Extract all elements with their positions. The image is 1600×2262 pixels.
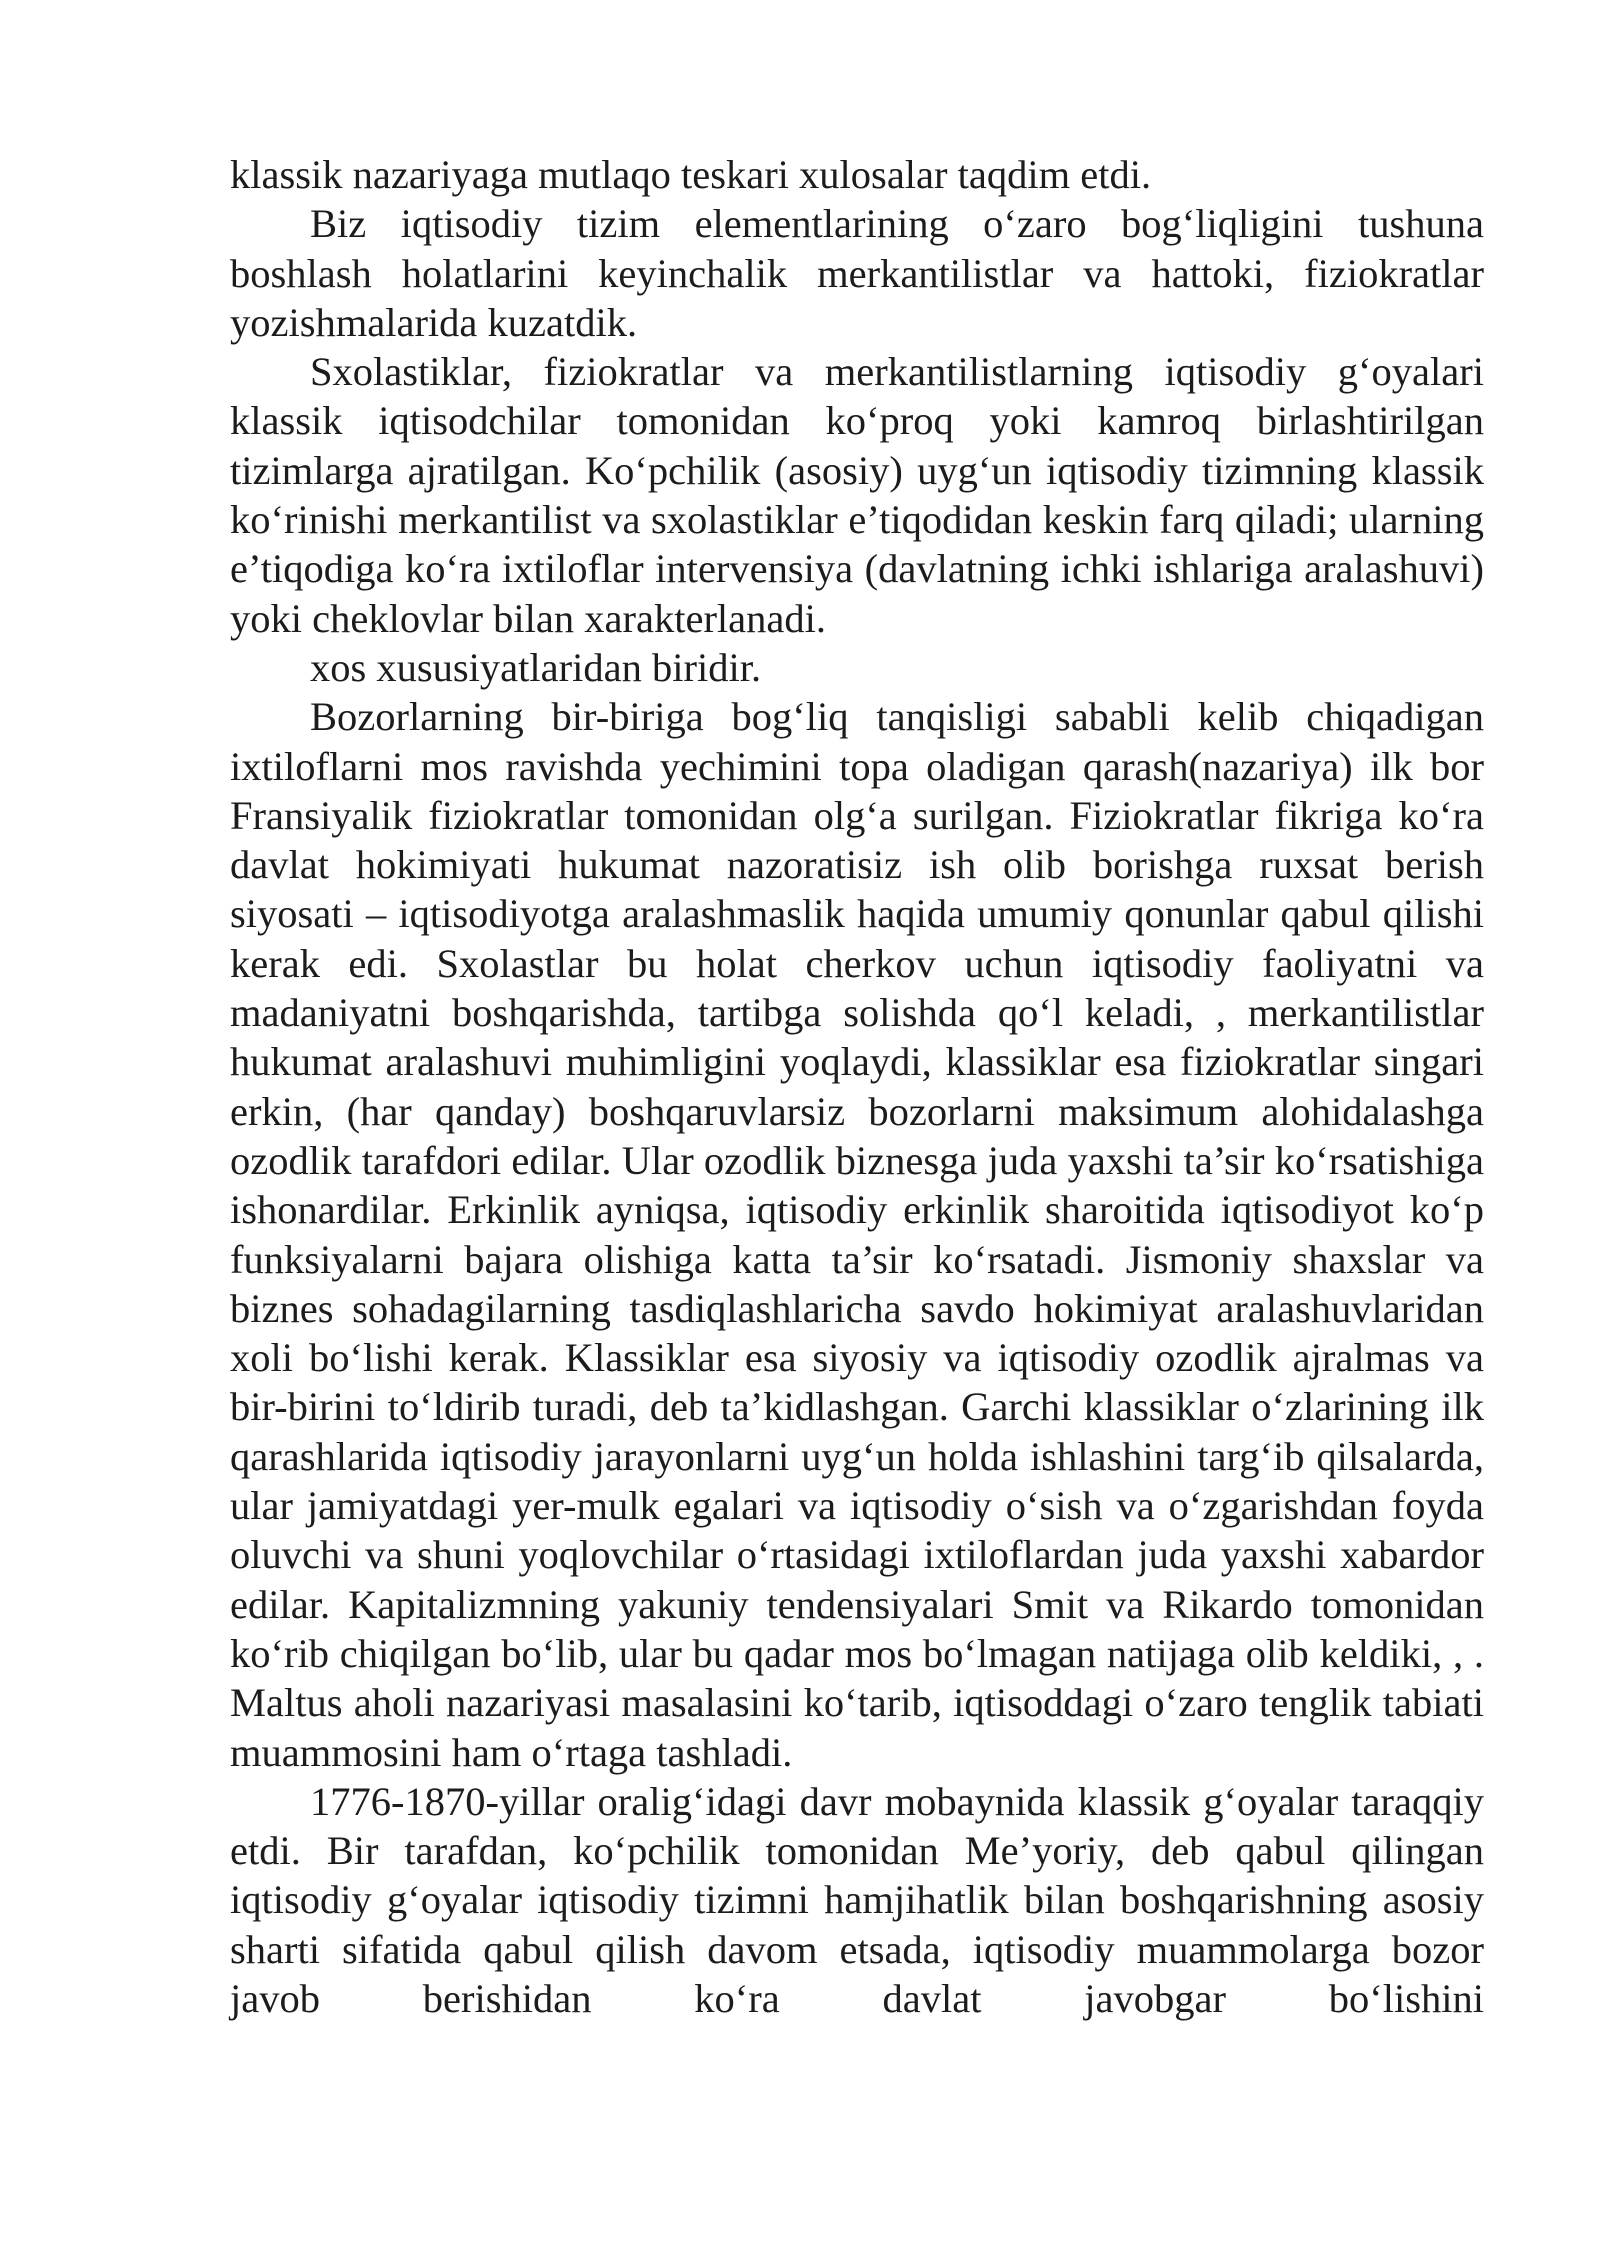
paragraph-5: Bozorlarning bir-biriga bog‘liq tanqisligi sababli kelib chiqadigan ixtiloflarni mos ravishda yechimini topa oladigan qarash(nazariya) ilk bor Fransiyalik fiziokratlar tomonidan olg‘a surilgan. Fiziokratlar fikriga ko‘ra davlat hokimiyati hukumat nazoratisiz ish olib borishga ruxsat berish siyosati – iqtisodiyotga aralashmaslik haqida umumiy qonunlar qabul qilishi kerak edi. Sxolastlar bu holat cherkov uchun iqtisodiy faoliyatni va madaniyatni boshqarishda, tartibga solishda qo‘l keladi, , merkantilistlar hukumat aralashuvi muhimligini yoqlaydi, klassiklar esa fiziokratlar singari erkin, (har qanday) boshqaruvlarsiz bozorlarni maksimum alohidalashga ozodlik tarafdori edilar. Ular ozodlik biznesga juda yaxshi ta’sir ko‘rsatishiga ishonardilar. Erkinlik ayniqsa, iqtisodiy erkinlik sharoitida iqtisodiyot ko‘p funksiyalarni bajara olishiga katta ta’sir ko‘rsatadi. Jismoniy shaxslar va biznes sohadagilarning tasdiqlashlaricha savdo hokimiyat aralashuvlaridan xoli bo‘lishi kerak. Klassiklar esa siyosiy va iqtisodiy ozodlik ajralmas va bir-birini to‘ldirib turadi, deb ta’kidlashgan. Garchi klassiklar o‘zlarining ilk qarashlarida iqtisodiy jarayonlarni uyg‘un holda ishlashini targ‘ib qilsalarda, ular jamiyatdagi yer-mulk egalari va iqtisodiy o‘sish va o‘zgarishdan foyda oluvchi va shuni yoqlovchilar o‘rtasidagi ixtiloflardan juda yaxshi xabardor edilar. Kapitalizmning yakuniy tendensiyalari Smit va Rikardo tomonidan ko‘rib chiqilgan bo‘lib, ular bu qadar mos bo‘lmagan natijaga olib keldiki, , . Maltus aholi nazariyasi masalasini ko‘tarib, iqtisoddagi o‘zaro tenglik tabiati muammosini ham o‘rtaga tashladi. <box>230 694 1484 1775</box>
paragraph-4: xos xususiyatlaridan biridir. <box>310 644 762 690</box>
paragraph-1: klassik nazariyaga mutlaqo teskari xulosalar taqdim etdi. <box>230 152 1152 197</box>
paragraph-3: Sxolastiklar, fiziokratlar va merkantilistlarning iqtisodiy g‘oyalari klassik iqtisodchilar tomonidan ko‘proq yoki kamroq birlashtirilgan tizimlarga ajratilgan. Ko‘pchilik (asosiy) uyg‘un iqtisodiy tizimning klassik ko‘rinishi merkantilist va sxolastiklar e’tiqodidan keskin farq qiladi; ularning e’tiqodiga ko‘ra ixtiloflar intervensiya (davlatning ichki ishlariga aralashuvi) yoki cheklovlar bilan xarakterlanadi. <box>230 349 1484 641</box>
paragraph-6: 1776-1870-yillar oralig‘idagi davr mobaynida klassik g‘oyalar taraqqiy etdi. Bir tarafdan, ko‘pchilik tomonidan Me’yoriy, deb qabul qilingan iqtisodiy g‘oyalar iqtisodiy tizimni hamjihatlik bilan boshqarishning asosiy sharti sifatida qabul qilish davom etsada, iqtisodiy muammolarga bozor javob berishidan ko‘ra davlat javobgar bo‘lishini <box>230 1778 1484 2021</box>
paragraph-2: Biz iqtisodiy tizim elementlarining o‘zaro bog‘liqligini tushuna boshlash holatlarini keyinchalik merkantilistlar va hattoki, fiziokratlar yozishmalarida kuzatdik. <box>230 201 1484 345</box>
document-page <box>230 150 1484 2023</box>
